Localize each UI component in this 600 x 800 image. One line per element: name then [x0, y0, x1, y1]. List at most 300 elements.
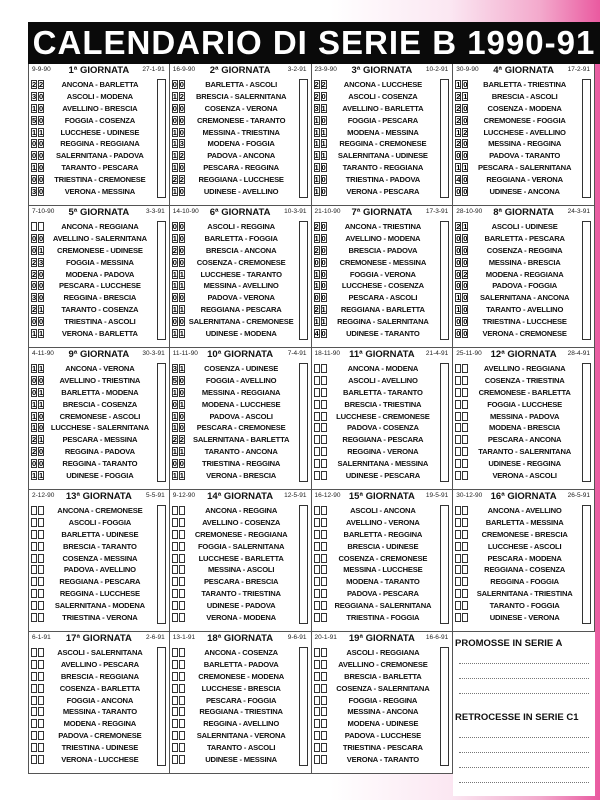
- home-score: 3: [32, 293, 37, 303]
- return-result-box: [582, 541, 591, 553]
- match-row: [453, 422, 594, 434]
- return-result-box: [440, 174, 449, 186]
- return-result-box: [440, 375, 449, 387]
- home-score: [314, 506, 320, 515]
- match-row: [170, 588, 311, 600]
- match-row: [170, 269, 311, 281]
- round-header: [29, 206, 169, 221]
- match-teams: LUCCHESE - AVELLINO: [483, 127, 566, 137]
- home-score: [172, 719, 178, 728]
- match-row: [170, 434, 311, 446]
- round-title: 15ª GIORNATA: [348, 491, 415, 502]
- away-score: [179, 731, 185, 740]
- return-result-box: [440, 221, 449, 233]
- home-score: [314, 660, 320, 669]
- home-score: [314, 471, 320, 480]
- away-score: [38, 577, 44, 586]
- return-result-box: [440, 754, 449, 766]
- return-result-box: [440, 304, 449, 316]
- match-teams: TRIESTINA - FOGGIA: [346, 613, 420, 623]
- match-teams: MODENA - MESSINA: [347, 127, 419, 137]
- return-result-box: [440, 470, 449, 482]
- away-score: 0: [179, 375, 184, 385]
- home-score: 1: [456, 127, 461, 137]
- match-row: [170, 529, 311, 541]
- return-result-box: [582, 470, 591, 482]
- match-row: [453, 541, 594, 553]
- away-score: [38, 719, 44, 728]
- away-score: [38, 684, 44, 693]
- match-row: [453, 280, 594, 292]
- match-row: [170, 221, 311, 233]
- match-row: [29, 399, 169, 411]
- match-teams: PESCARA - BRESCIA: [203, 577, 279, 587]
- round-title: 17ª GIORNATA: [65, 633, 132, 644]
- return-result-box: [440, 150, 449, 162]
- return-result-box: [157, 422, 166, 434]
- match-teams: REGGINA - FOGGIA: [490, 577, 559, 587]
- home-score: [314, 388, 320, 397]
- match-row: [170, 422, 311, 434]
- return-result-box: [299, 150, 308, 162]
- return-result-box: [440, 553, 449, 565]
- match-row: [170, 162, 311, 174]
- away-score: 0: [463, 80, 468, 89]
- home-score: 0: [32, 175, 37, 185]
- return-result-box: [582, 588, 591, 600]
- match-teams: AVELLINO - CREMONESE: [338, 659, 428, 669]
- match-teams: BARLETTA - REGGINA: [343, 529, 423, 539]
- home-score: 2: [314, 91, 319, 101]
- match-row: [29, 411, 169, 423]
- return-result-box: [582, 316, 591, 328]
- away-score: 0: [179, 80, 184, 89]
- round-header: [453, 64, 594, 79]
- home-score: [172, 743, 178, 752]
- round-header: [312, 632, 453, 647]
- away-score: [462, 459, 468, 468]
- match-row: [170, 470, 311, 482]
- away-score: 1: [39, 127, 44, 137]
- return-result-box: [299, 458, 308, 470]
- home-score: [314, 672, 320, 681]
- match-row: [29, 422, 169, 434]
- away-score: [462, 613, 468, 622]
- match-teams: BARLETTA - MODENA: [61, 387, 139, 397]
- away-score: 2: [321, 80, 326, 89]
- away-score: [321, 530, 327, 539]
- home-score: [31, 731, 37, 740]
- match-row: [312, 79, 453, 91]
- home-score: 1: [32, 163, 37, 173]
- round-title: 4ª GIORNATA: [493, 65, 554, 76]
- away-score: [321, 696, 327, 705]
- home-score: [314, 577, 320, 586]
- away-score: [38, 707, 44, 716]
- round-box: [312, 632, 454, 774]
- round-header: [170, 632, 311, 647]
- match-teams: REGGIANA - LUCCHESE: [198, 175, 284, 185]
- match-teams: MESSINA - ANCONA: [347, 707, 419, 717]
- home-score: 2: [456, 103, 461, 113]
- home-score: 1: [172, 281, 177, 291]
- match-teams: PADOVA - COSENZA: [346, 423, 419, 433]
- match-teams: COSENZA - CREMONESE: [338, 553, 428, 563]
- match-teams: UDINESE - FOGGIA: [66, 471, 134, 481]
- home-score: 3: [32, 187, 37, 197]
- match-row: [453, 399, 594, 411]
- away-score: [38, 696, 44, 705]
- match-teams: AVELLINO - BRESCIA: [62, 103, 138, 113]
- retrocesse-line-3: [459, 755, 589, 768]
- match-teams: CREMONESE - TARANTO: [196, 115, 286, 125]
- match-row: [170, 316, 311, 328]
- match-row: [29, 257, 169, 269]
- away-score: [38, 554, 44, 563]
- away-score: [321, 506, 327, 515]
- match-row: [170, 600, 311, 612]
- return-result-box: [299, 422, 308, 434]
- match-teams: LUCCHESE - ASCOLI: [487, 541, 562, 551]
- home-score: [172, 684, 178, 693]
- away-score: [462, 471, 468, 480]
- match-row: [170, 695, 311, 707]
- match-teams: ASCOLI - REGGIANA: [346, 648, 420, 657]
- return-result-box: [157, 588, 166, 600]
- home-score: 1: [172, 139, 177, 149]
- match-teams: COSENZA - VERONA: [204, 103, 278, 113]
- match-teams: REGGINA - LUCCHESE: [59, 589, 140, 599]
- home-score: [455, 613, 461, 622]
- round-date-second-leg: 5-5-91: [145, 492, 165, 499]
- match-row: [170, 659, 311, 671]
- away-score: 0: [39, 115, 44, 125]
- match-teams: MODENA - PADOVA: [65, 269, 135, 279]
- match-teams: COSENZA - MESSINA: [62, 553, 138, 563]
- return-result-box: [440, 127, 449, 139]
- return-result-box: [582, 564, 591, 576]
- match-row: [29, 91, 169, 103]
- return-result-box: [440, 115, 449, 127]
- home-score: [455, 577, 461, 586]
- match-row: [29, 221, 169, 233]
- round-header: [29, 348, 169, 363]
- match-teams: LUCCHESE - BRESCIA: [201, 683, 281, 693]
- away-score: 1: [39, 435, 44, 445]
- match-row: [29, 280, 169, 292]
- away-score: [321, 719, 327, 728]
- match-row: [312, 304, 453, 316]
- return-result-box: [157, 387, 166, 399]
- home-score: 2: [314, 80, 319, 89]
- away-score: 0: [179, 127, 184, 137]
- return-result-box: [157, 730, 166, 742]
- match-teams: ANCONA - REGGINA: [205, 506, 278, 515]
- return-result-box: [157, 647, 166, 659]
- return-result-box: [440, 730, 449, 742]
- match-teams: ASCOLI - MODENA: [66, 91, 133, 101]
- match-teams: REGGINA - CREMONESE: [339, 139, 427, 149]
- round-date-first-leg: 7-10-90: [32, 208, 55, 215]
- match-teams: MESSINA - PADOVA: [490, 411, 560, 421]
- match-teams: MODENA - FOGGIA: [207, 139, 275, 149]
- match-teams: MESSINA - REGGINA: [488, 139, 562, 149]
- match-row: [29, 115, 169, 127]
- home-score: 0: [456, 257, 461, 267]
- home-score: 5: [172, 375, 177, 385]
- return-result-box: [299, 387, 308, 399]
- match-teams: REGGIANA - PESCARA: [200, 305, 282, 315]
- round-title: 12ª GIORNATA: [490, 349, 557, 360]
- match-row: [312, 541, 453, 553]
- match-row: [312, 150, 453, 162]
- match-row: [453, 150, 594, 162]
- away-score: 0: [179, 163, 184, 173]
- match-teams: SALERNITANA - ANCONA: [479, 293, 570, 303]
- match-teams: ASCOLI - UDINESE: [491, 222, 558, 231]
- away-score: [462, 589, 468, 598]
- match-row: [312, 505, 453, 517]
- away-score: [462, 506, 468, 515]
- home-score: 1: [172, 127, 177, 137]
- away-score: [321, 388, 327, 397]
- return-result-box: [582, 576, 591, 588]
- away-score: 0: [179, 459, 184, 469]
- return-result-box: [299, 127, 308, 139]
- away-score: 0: [39, 281, 44, 291]
- return-result-box: [299, 564, 308, 576]
- round-date-first-leg: 21-10-90: [314, 208, 341, 215]
- match-row: [312, 706, 453, 718]
- home-score: 2: [172, 435, 177, 445]
- match-teams: LUCCHESE - COSENZA: [341, 281, 424, 291]
- home-score: [31, 755, 37, 764]
- match-teams: TRIESTINA - REGGINA: [202, 459, 281, 469]
- return-result-box: [440, 742, 449, 754]
- return-result-box: [440, 564, 449, 576]
- match-teams: LUCCHESE - TARANTO: [200, 269, 282, 279]
- match-row: [312, 695, 453, 707]
- home-score: [31, 696, 37, 705]
- home-score: 1: [32, 471, 37, 481]
- away-score: [179, 554, 185, 563]
- home-score: 0: [456, 269, 461, 279]
- match-teams: UDINESE - REGGINA: [488, 459, 561, 469]
- round-header: [170, 348, 311, 363]
- promosse-heading: PROMOSSE IN SERIE A: [455, 638, 563, 649]
- match-row: [453, 470, 594, 482]
- return-result-box: [157, 754, 166, 766]
- match-teams: PESCARA - LUCCHESE: [58, 281, 141, 291]
- match-teams: ANCONA - CREMONESE: [57, 506, 143, 515]
- return-result-box: [582, 600, 591, 612]
- match-teams: ASCOLI - ANCONA: [350, 506, 416, 515]
- return-result-box: [299, 576, 308, 588]
- away-score: [321, 648, 327, 657]
- home-score: 1: [314, 127, 319, 137]
- home-score: [172, 696, 178, 705]
- home-score: [314, 601, 320, 610]
- round-date-second-leg: 10-3-91: [284, 208, 307, 215]
- away-score: 2: [179, 435, 184, 445]
- home-score: 1: [314, 317, 319, 327]
- away-score: 0: [463, 281, 468, 291]
- match-teams: TRIESTINA - LUCCHESE: [482, 317, 567, 327]
- home-score: [172, 577, 178, 586]
- round-header: [453, 348, 594, 363]
- match-row: [29, 174, 169, 186]
- match-row: [29, 292, 169, 304]
- home-score: 1: [456, 293, 461, 303]
- match-row: [453, 245, 594, 257]
- away-score: 0: [179, 187, 184, 197]
- match-row: [29, 316, 169, 328]
- away-score: [321, 542, 327, 551]
- away-score: 3: [39, 257, 44, 267]
- return-result-box: [582, 162, 591, 174]
- round-date-first-leg: 30-12-90: [456, 492, 483, 499]
- return-result-box: [440, 422, 449, 434]
- match-teams: REGGIANA - VERONA: [486, 175, 563, 185]
- match-row: [312, 316, 453, 328]
- return-result-box: [440, 706, 449, 718]
- home-score: [172, 542, 178, 551]
- away-score: 0: [463, 233, 468, 243]
- return-result-box: [440, 647, 449, 659]
- match-teams: REGGINA - REGGIANA: [60, 139, 140, 149]
- home-score: 0: [32, 245, 37, 255]
- match-teams: MODENA - UDINESE: [347, 719, 419, 729]
- match-teams: TRIESTINA - ASCOLI: [64, 317, 136, 327]
- away-score: 0: [463, 151, 468, 161]
- match-row: [170, 671, 311, 683]
- return-result-box: [582, 517, 591, 529]
- return-result-box: [582, 269, 591, 281]
- return-result-box: [582, 363, 591, 375]
- home-score: 0: [456, 329, 461, 339]
- match-teams: BRESCIA - BARLETTA: [344, 671, 422, 681]
- return-result-box: [157, 399, 166, 411]
- home-score: 1: [172, 233, 177, 243]
- home-score: [314, 696, 320, 705]
- return-result-box: [299, 269, 308, 281]
- match-teams: ANCONA - TRIESTINA: [344, 222, 422, 231]
- away-score: [179, 672, 185, 681]
- match-row: [453, 115, 594, 127]
- match-row: [312, 245, 453, 257]
- away-score: 1: [39, 245, 44, 255]
- match-teams: MODENA - BRESCIA: [489, 423, 561, 433]
- return-result-box: [157, 683, 166, 695]
- round-date-second-leg: 10-2-91: [425, 66, 449, 73]
- home-score: [455, 506, 461, 515]
- home-score: 2: [172, 175, 177, 185]
- away-score: 0: [179, 423, 184, 433]
- home-score: 0: [32, 459, 37, 469]
- match-teams: TARANTO - AVELLINO: [486, 305, 564, 315]
- match-row: [453, 257, 594, 269]
- away-score: 0: [179, 245, 184, 255]
- match-row: [312, 127, 453, 139]
- match-teams: SALERNITANA - UDINESE: [337, 151, 428, 161]
- match-row: [312, 233, 453, 245]
- return-result-box: [440, 363, 449, 375]
- away-score: 0: [39, 447, 44, 457]
- away-score: [462, 412, 468, 421]
- match-teams: ASCOLI - REGGINA: [207, 222, 275, 231]
- return-result-box: [157, 600, 166, 612]
- away-score: 0: [321, 91, 326, 101]
- return-result-box: [440, 434, 449, 446]
- return-result-box: [299, 754, 308, 766]
- return-result-box: [440, 387, 449, 399]
- away-score: 1: [39, 329, 44, 339]
- away-score: 1: [179, 305, 184, 315]
- match-teams: REGGIANA - PESCARA: [342, 435, 424, 445]
- home-score: [31, 542, 37, 551]
- away-score: 1: [39, 399, 44, 409]
- match-teams: MESSINA - TARANTO: [62, 707, 137, 717]
- return-result-box: [582, 458, 591, 470]
- home-score: 1: [172, 411, 177, 421]
- return-result-box: [440, 411, 449, 423]
- away-score: [462, 518, 468, 527]
- home-score: 2: [456, 222, 461, 231]
- away-score: 0: [463, 103, 468, 113]
- match-row: [29, 245, 169, 257]
- match-row: [453, 269, 594, 281]
- return-result-box: [299, 718, 308, 730]
- match-row: [453, 292, 594, 304]
- match-teams: PESCARA - MODENA: [487, 553, 562, 563]
- return-result-box: [582, 221, 591, 233]
- return-result-box: [299, 375, 308, 387]
- home-score: 1: [32, 127, 37, 137]
- home-score: [31, 648, 37, 657]
- match-row: [170, 718, 311, 730]
- match-row: [170, 754, 311, 766]
- match-teams: FOGGIA - AVELLINO: [205, 375, 277, 385]
- match-row: [312, 671, 453, 683]
- return-result-box: [299, 470, 308, 482]
- match-row: [453, 588, 594, 600]
- match-teams: ASCOLI - AVELLINO: [348, 375, 418, 385]
- away-score: 1: [321, 127, 326, 137]
- round-title: 1ª GIORNATA: [68, 65, 130, 76]
- home-score: 1: [456, 163, 461, 173]
- return-result-box: [299, 434, 308, 446]
- match-teams: CREMONESE - MODENA: [198, 671, 285, 681]
- match-teams: UDINESE - MESSINA: [205, 755, 277, 765]
- match-teams: MESSINA - REGGIANA: [201, 387, 281, 397]
- home-score: 1: [172, 151, 177, 161]
- match-row: [29, 706, 169, 718]
- return-result-box: [157, 742, 166, 754]
- away-score: [462, 447, 468, 456]
- round-header: [170, 64, 311, 79]
- round-date-first-leg: 14-10-90: [172, 208, 199, 215]
- home-score: [455, 554, 461, 563]
- home-score: 0: [172, 317, 177, 327]
- home-score: [455, 435, 461, 444]
- match-teams: FOGGIA - SALERNITANA: [197, 541, 285, 551]
- round-header: [312, 206, 453, 221]
- match-row: [312, 517, 453, 529]
- home-score: 1: [456, 305, 461, 315]
- match-row: [29, 458, 169, 470]
- home-score: [314, 731, 320, 740]
- away-score: 0: [321, 293, 326, 303]
